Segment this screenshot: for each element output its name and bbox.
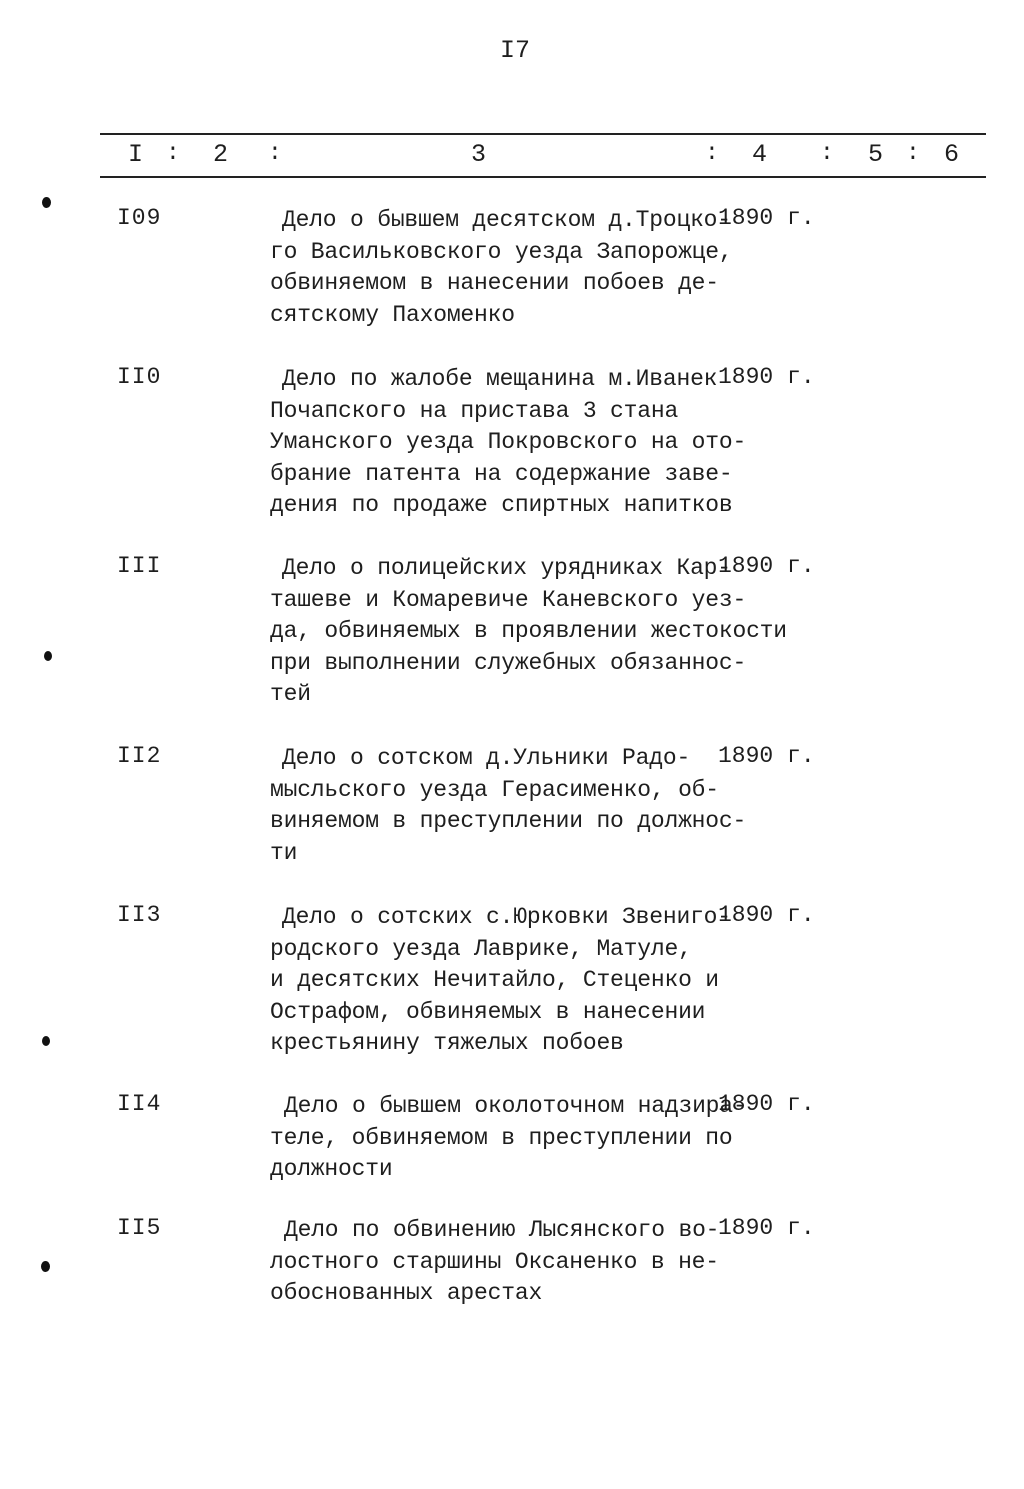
description-line: Дело о бывшем десятском д.Троцко-: [282, 207, 731, 233]
description-line: Острафом, обвиняемых в нанесении: [270, 998, 706, 1025]
description-line: Уманского уезда Покровского на ото-: [270, 429, 747, 455]
description-line: ташеве и Комаревиче Каневского уез-: [270, 586, 747, 613]
description-line: дения по продаже спиртных напитков: [270, 492, 733, 518]
description-line: тей: [270, 681, 311, 707]
description-line: теле, обвиняемом в преступлении по: [270, 1124, 733, 1151]
column-separator: :: [268, 140, 282, 166]
punch-hole: [41, 1261, 50, 1272]
record-description: [270, 902, 731, 1060]
description-line: Дело о полицейских урядниках Кар-: [282, 555, 731, 581]
record-number: III: [117, 553, 162, 579]
record-number: II4: [117, 1091, 162, 1117]
description-line: да, обвиняемых в проявлении жестокости: [270, 618, 787, 644]
description-line: крестьянину тяжелых побоев: [270, 1030, 624, 1056]
description-line: Дело по обвинению Лысянского во-: [284, 1217, 720, 1243]
table-header-bottom-rule: [100, 176, 986, 178]
description-line: брание патента на содержание заве-: [270, 460, 733, 487]
record-description: [270, 1091, 746, 1186]
record-number: II3: [117, 902, 162, 928]
column-5-header: 5: [868, 140, 884, 169]
column-separator: :: [820, 140, 834, 166]
punch-hole: [42, 1036, 50, 1046]
description-line: Дело о сотском д.Ульники Радо-: [282, 745, 691, 771]
record-description: [270, 743, 746, 869]
description-line: родского уезда Лаврике, Матуле,: [270, 935, 692, 962]
column-2-header: 2: [213, 140, 229, 169]
column-1-header: I: [128, 140, 144, 169]
record-year: 1890 г.: [718, 902, 815, 928]
description-line: Дело по жалобе мещанина м.Иванек: [282, 366, 718, 392]
column-4-header: 4: [752, 140, 768, 169]
description-line: и десятских Нечитайло, Стеценко и: [270, 967, 719, 993]
column-3-header: 3: [471, 140, 487, 169]
column-separator: :: [166, 140, 180, 166]
record-year: 1890 г.: [718, 553, 815, 579]
record-year: 1890 г.: [718, 205, 815, 231]
punch-hole: [44, 651, 52, 661]
record-year: 1890 г.: [718, 1215, 815, 1241]
table-header-top-rule: [100, 133, 986, 135]
record-description: [270, 205, 732, 331]
description-line: Почапского на пристава 3 стана: [270, 397, 679, 424]
description-line: лостного старшины Оксаненко в не-: [270, 1248, 719, 1275]
description-line: го Васильковского уезда Запорожце,: [270, 238, 733, 265]
page-number: I7: [499, 36, 530, 65]
column-separator: :: [906, 140, 920, 166]
column-separator: :: [705, 140, 719, 166]
record-number: II5: [117, 1215, 162, 1241]
description-line: должности: [270, 1156, 393, 1182]
record-number: II2: [117, 743, 162, 769]
description-line: обоснованных арестах: [270, 1280, 543, 1306]
record-year: 1890 г.: [718, 364, 815, 390]
column-6-header: 6: [944, 140, 960, 169]
description-line: ти: [270, 839, 298, 866]
record-description: [270, 364, 746, 522]
description-line: Дело о сотских с.Юрковки Звениго-: [282, 904, 731, 930]
punch-hole: [42, 197, 51, 208]
record-description: [270, 553, 787, 711]
description-line: обвиняемом в нанесении побоев де-: [270, 270, 719, 296]
description-line: сятскому Пахоменко: [270, 301, 515, 328]
description-line: при выполнении служебных обязаннос-: [270, 649, 747, 676]
description-line: виняемом в преступлении по должнос-: [270, 808, 747, 834]
record-description: [270, 1215, 719, 1310]
record-year: 1890 г.: [718, 743, 815, 769]
description-line: мысльского уезда Герасименко, об-: [270, 776, 719, 803]
record-number: II0: [117, 364, 162, 390]
record-year: 1890 г.: [718, 1091, 815, 1117]
description-line: Дело о бывшем околоточном надзира-: [284, 1093, 747, 1119]
record-number: I09: [117, 205, 162, 231]
